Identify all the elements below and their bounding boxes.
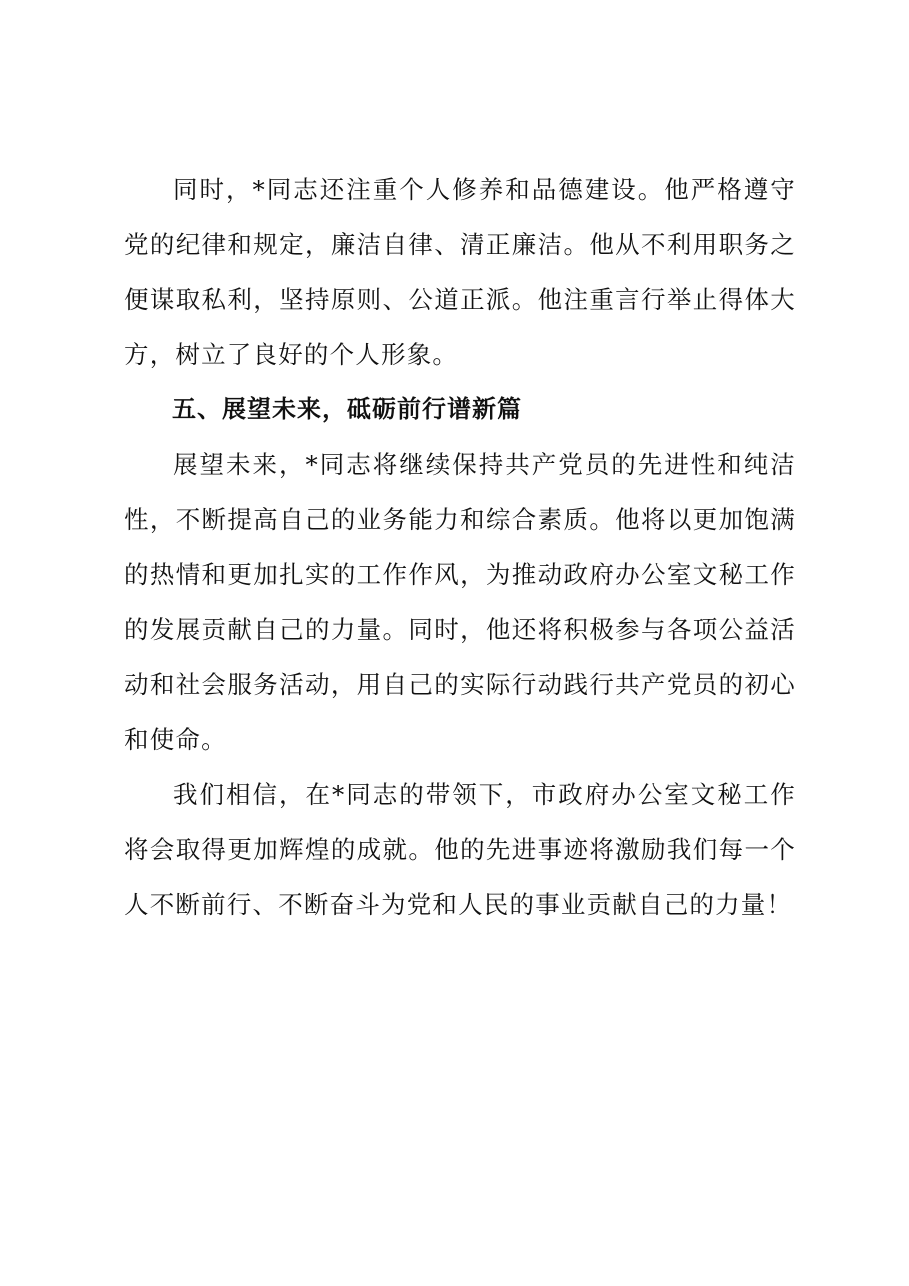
paragraph-conclusion: 我们相信，在*同志的带领下，市政府办公室文秘工作将会取得更加辉煌的成就。他的先进事迹将激励我们每一个人不断前行、不断奋斗为党和人民的事业贡献自己的力量！ (124, 780, 796, 919)
section-heading: 五、展望未来，砥砺前行谱新篇 (172, 395, 522, 423)
document-body (124, 162, 796, 932)
paragraph-personal-integrity: 同时，*同志还注重个人修养和品德建设。他严格遵守党的纪律和规定，廉洁自律、清正廉洁。他从不利用职务之便谋取私利，坚持原则、公道正派。他注重言行举止得体大方，树立了良好的个人形象。 (124, 175, 796, 369)
paragraph-outlook: 展望未来，*同志将继续保持共产党员的先进性和纯洁性，不断提高自己的业务能力和综合素质。他将以更加饱满的热情和更加扎实的工作作风，为推动政府办公室文秘工作的发展贡献自己的力量。同时，他还将积极参与各项公益活动和社会服务活动，用自己的实际行动践行共产党员的初心和使命。 (124, 450, 796, 754)
